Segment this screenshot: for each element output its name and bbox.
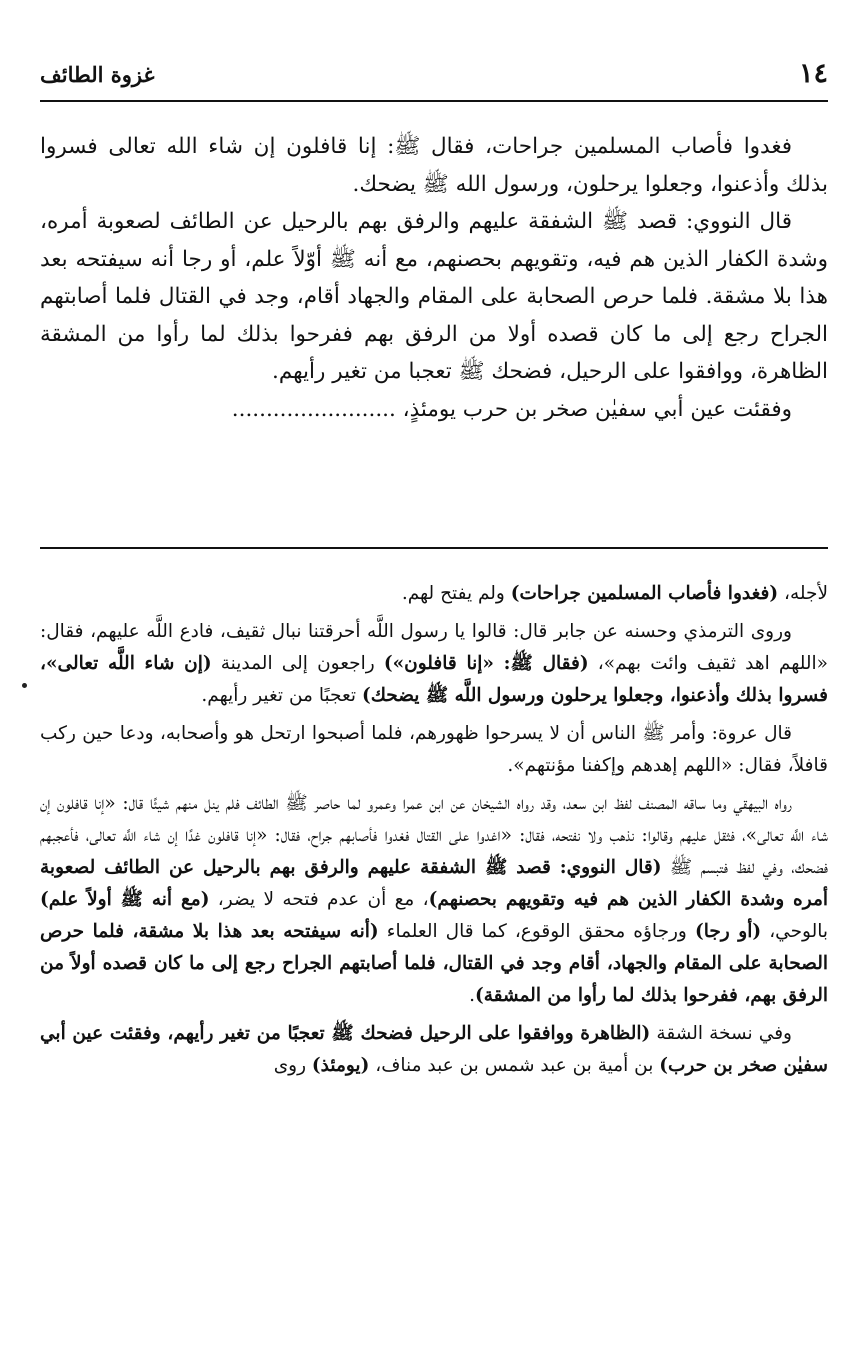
quoted-text: (الظاهرة ووافقوا على الرحيل فضحك ﷺ تعجبًا من تغير رأيهم، وفقئت عين أبي سفيٰن صخر بن حرب)	[40, 1023, 828, 1076]
page-header	[40, 58, 828, 98]
quoted-text: (يومئذ)	[311, 1055, 370, 1076]
quoted-text: (أنه سيفتحه بعد هذا بلا مشقة، فلما حرص الصحابة على المقام والجهاد، أقام وجد في القتال، فلما أصابتهم الجراح رجع إلى ما كان قصده أولاً من الرفق بهم، ففرحوا بذلك لما رأوا من المشقة)	[40, 921, 828, 1006]
commentary-divider	[40, 547, 828, 549]
commentary-paragraph: لأجله، (فغدوا فأصاب المسلمين جراحات) ولم يفتح لهم.	[401, 583, 828, 604]
commentary-paragraph: قال عروة: وأمر ﷺ الناس أن لا يسرحوا ظهورهم، فلما أصبحوا ارتحل هو وأصحابه، ودعا حين ركب قافلاً، فقال: «اللهم إهدهم وإكفنا مؤنتهم».	[40, 723, 828, 776]
quoted-text: (فقال ﷺ: «إنا قافلون»)	[383, 653, 589, 674]
commentary	[40, 578, 828, 1088]
main-paragraph: قال النووي: قصد ﷺ الشفقة عليهم والرفق بهم بالرحيل عن الطائف لصعوبة أمره، وشدة الكفار الذين هم فيه، وتقويهم بحصنهم، مع أنه ﷺ أوّلاً علم، أو رجا أنه سيفتحه بعد هذا بلا مشقة. فلما حرص الصحابة على المقام والجهاد أقام، وجد في القتال فلما أصابتهم الجراح رجع إلى ما كان قصده أولا من الرفق بهم ففرحوا بذلك لما رأوا من المشقة الظاهرة، ووافقوا على الرحيل، فضحك ﷺ تعجبا من تغير رأيهم.	[40, 209, 828, 384]
running-title: غزوة الطائف	[40, 62, 155, 87]
commentary-paragraph: وروى الترمذي وحسنه عن جابر قال: قالوا يا رسول اللَّه أحرقتنا نبال ثقيف، فادع اللَّه عليهم، فقال: «اللهم اهد ثقيف وائت بهم»، (فقال ﷺ: «إنا قافلون») راجعون إلى المدينة (إن شاء اللَّه تعالى»، فسروا بذلك وأذعنوا، وجعلوا يرحلون ورسول اللَّه ﷺ يضحك) تعجبًا من تغير رأيهم.	[40, 621, 828, 706]
main-paragraph: وفقئت عين أبي سفيٰن صخر بن حرب يومئذٍ، ........................	[231, 396, 792, 422]
main-paragraph: فغدوا فأصاب المسلمين جراحات، فقال ﷺ: إنا قافلون إن شاء الله تعالى فسروا بذلك وأذعنوا، وجعلوا يرحلون، ورسول الله ﷺ يضحك.	[40, 134, 828, 197]
header-divider	[40, 100, 828, 102]
page-number: ١٤	[798, 58, 828, 89]
quoted-text: (قال النووي: قصد ﷺ الشفقة عليهم والرفق بهم بالرحيل عن الطائف لصعوبة أمره وشدة الكفار الذين هم فيه وتقويهم بحصنهم)	[40, 857, 828, 910]
quoted-text: (إن شاء اللَّه تعالى»، فسروا بذلك وأذعنوا، وجعلوا يرحلون ورسول اللَّه ﷺ يضحك)	[40, 653, 828, 706]
commentary-paragraph: رواه البيهقي وما ساقه المصنف لفظ ابن سعد، وقد رواه الشيخان عن ابن عمرا وعمرو لما حاصر ﷺ الطائف فلم ينل منهم شيئًا قال: «إنا قافلون إن شاء اللَّه تعالى»، فثقل عليهم وقالوا: نذهب ولا نفتحه، فقال: «اغدوا على القتال فغدوا فأصابهم جراح، فقال: «إنا قافلون غدًا إن شاء اللَّه تعالى، فأعجبهم فضحك، وفي لفظ فتبسم ﷺ (قال النووي: قصد ﷺ الشفقة عليهم والرفق بهم بالرحيل عن الطائف لصعوبة أمره وشدة الكفار الذين هم فيه وتقويهم بحصنهم)، مع أن عدم فتحه لا يضر، (مع أنه ﷺ أولاً علم) بالوحي، (أو رجا) ورجاؤه محقق الوقوع، كما قال العلماء (أنه سيفتحه بعد هذا بلا مشقة، فلما حرص الصحابة على المقام والجهاد، أقام وجد في القتال، فلما أصابتهم الجراح رجع إلى ما كان قصده أولاً من الرفق بهم، ففرحوا بذلك لما رأوا من المشقة).	[40, 793, 828, 1006]
margin-mark	[22, 683, 27, 688]
quoted-text: (مع أنه ﷺ أولاً علم)	[40, 889, 210, 910]
commentary-paragraph: وفي نسخة الشقة (الظاهرة ووافقوا على الرحيل فضحك ﷺ تعجبًا من تغير رأيهم، وفقئت عين أبي سفيٰن صخر بن حرب) بن أمية بن عبد شمس بن عبد مناف، (يومئذ) روى	[40, 1023, 828, 1076]
quoted-text: (أو رجا)	[694, 921, 762, 942]
quoted-text: (فغدوا فأصاب المسلمين جراحات)	[510, 583, 779, 604]
main-text	[40, 128, 828, 428]
